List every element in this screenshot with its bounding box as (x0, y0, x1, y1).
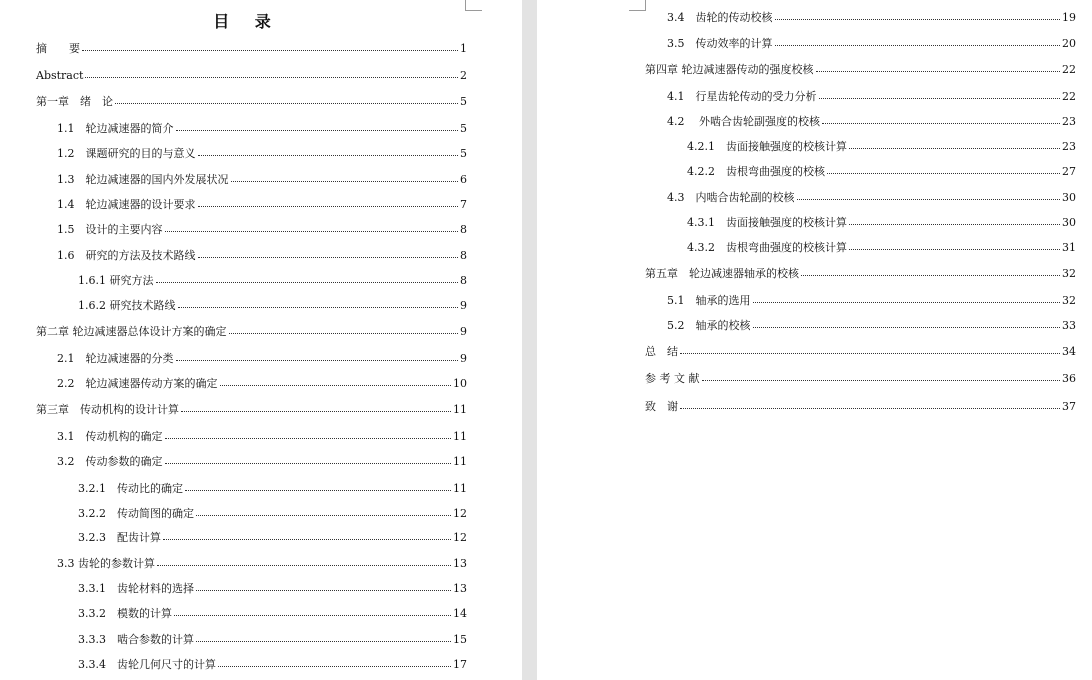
toc-page-number: 7 (460, 198, 467, 211)
toc-entry[interactable] (36, 41, 467, 56)
toc-entry[interactable] (645, 266, 1076, 281)
toc-page-number: 13 (453, 557, 467, 570)
toc-entry[interactable] (687, 215, 1076, 230)
dot-leader (181, 401, 451, 412)
document-page-left (0, 0, 522, 680)
toc-entry-title: 3.3 齿轮的参数计算 (57, 557, 155, 570)
toc-entry-title: 1.6.2 研究技术路线 (78, 299, 176, 312)
toc-page-number: 31 (1062, 241, 1076, 254)
toc-entry[interactable] (78, 606, 467, 621)
toc-entry[interactable] (57, 556, 467, 571)
toc-entry-title: 3.3.2 模数的计算 (78, 607, 172, 620)
toc-entry[interactable] (687, 240, 1076, 255)
dot-leader (797, 189, 1061, 200)
toc-entry-title: 5.1 轴承的选用 (667, 294, 751, 307)
toc-entry[interactable] (667, 318, 1076, 333)
dot-leader (822, 113, 1060, 124)
toc-entry-title: 1.6.1 研究方法 (78, 274, 154, 287)
toc-entry[interactable] (667, 114, 1076, 129)
dot-leader (115, 93, 458, 104)
toc-page-number: 17 (453, 658, 467, 671)
dot-leader (231, 171, 459, 182)
toc-page-number: 8 (460, 274, 467, 287)
toc-entry-title: 1.2 课题研究的目的与意义 (57, 147, 196, 160)
toc-entry-title: 4.2.1 齿面接触强度的校核计算 (687, 140, 847, 153)
toc-entry-title: 4.1 行星齿轮传动的受力分析 (667, 90, 817, 103)
toc-entry-title: 4.3 内啮合齿轮副的校核 (667, 191, 795, 204)
toc-page-number: 6 (460, 173, 467, 186)
toc-entry-title: 3.1 传动机构的确定 (57, 430, 163, 443)
dot-leader (163, 529, 451, 540)
toc-entry-title: Abstract (36, 69, 84, 82)
toc-entry[interactable] (78, 632, 467, 647)
toc-entry-title: 4.2.2 齿根弯曲强度的校核 (687, 165, 825, 178)
dot-leader (157, 555, 451, 566)
toc-entry-title: 3.2 传动参数的确定 (57, 455, 163, 468)
toc-entry[interactable] (78, 273, 467, 288)
toc-entry[interactable] (667, 293, 1076, 308)
dot-leader (229, 323, 459, 334)
dot-leader (165, 453, 452, 464)
toc-page-number: 2 (460, 69, 467, 82)
toc-entry[interactable] (645, 344, 1076, 359)
toc-entry[interactable] (57, 222, 467, 237)
dot-leader (165, 221, 459, 232)
toc-entry[interactable] (57, 376, 467, 391)
toc-entry[interactable] (57, 197, 467, 212)
toc-page-number: 23 (1062, 115, 1076, 128)
toc-page-number: 8 (460, 223, 467, 236)
dot-leader (185, 480, 451, 491)
toc-entry[interactable] (78, 657, 467, 672)
toc-entry[interactable] (57, 454, 467, 469)
toc-entry-title: 3.3.3 啮合参数的计算 (78, 633, 194, 646)
dot-leader (849, 239, 1060, 250)
toc-entry[interactable] (57, 248, 467, 263)
dot-leader (680, 398, 1060, 409)
toc-page-number: 20 (1062, 37, 1076, 50)
toc-page-number: 13 (453, 582, 467, 595)
toc-entry-title: 5.2 轴承的校核 (667, 319, 751, 332)
crop-mark (629, 0, 646, 11)
toc-entry-title: 2.1 轮边减速器的分类 (57, 352, 174, 365)
toc-page-number: 14 (453, 607, 467, 620)
toc-entry-title: 第二章 轮边减速器总体设计方案的确定 (36, 325, 227, 338)
dot-leader (801, 265, 1060, 276)
dot-leader (174, 605, 451, 616)
toc-entry-title: 3.2.2 传动简图的确定 (78, 507, 194, 520)
document-page-right (537, 0, 1092, 680)
toc-page-number: 33 (1062, 319, 1076, 332)
toc-page-number: 8 (460, 249, 467, 262)
toc-entry-title: 总 结 (645, 345, 678, 358)
toc-entry-title: 1.4 轮边减速器的设计要求 (57, 198, 196, 211)
dot-leader (775, 35, 1061, 46)
dot-leader (198, 145, 459, 156)
dot-leader (196, 505, 451, 516)
toc-page-number: 15 (453, 633, 467, 646)
toc-entry-title: 1.3 轮边减速器的国内外发展状况 (57, 173, 229, 186)
toc-entry[interactable] (78, 581, 467, 596)
toc-page-number: 9 (460, 299, 467, 312)
dot-leader (816, 61, 1061, 72)
toc-entry-title: 4.2 外啮合齿轮副强度的校核 (667, 115, 820, 128)
toc-page-number: 19 (1062, 11, 1076, 24)
toc-entry[interactable] (667, 10, 1076, 25)
toc-entry-title: 4.3.2 齿根弯曲强度的校核计算 (687, 241, 847, 254)
dot-leader (702, 370, 1061, 381)
toc-page-number: 11 (453, 403, 467, 416)
toc-entry-title: 1.5 设计的主要内容 (57, 223, 163, 236)
dot-leader (82, 40, 458, 51)
toc-entry-title: 参 考 文 献 (645, 372, 700, 385)
toc-entry-title: 3.3.4 齿轮几何尺寸的计算 (78, 658, 216, 671)
toc-entry[interactable] (36, 324, 467, 339)
toc-entry-title: 3.4 齿轮的传动校核 (667, 11, 773, 24)
toc-page-number: 23 (1062, 140, 1076, 153)
toc-page-number: 30 (1062, 216, 1076, 229)
toc-page-number: 10 (453, 377, 467, 390)
toc-entry[interactable] (667, 89, 1076, 104)
dot-leader (220, 375, 452, 386)
toc-entry[interactable] (36, 68, 467, 83)
toc-page-number: 9 (460, 325, 467, 338)
dot-leader (198, 196, 459, 207)
toc-entry[interactable] (36, 402, 467, 417)
toc-entry-title: 3.3.1 齿轮材料的选择 (78, 582, 194, 595)
toc-page-number: 32 (1062, 294, 1076, 307)
toc-entry-title: 1.6 研究的方法及技术路线 (57, 249, 196, 262)
toc-page-number: 36 (1062, 372, 1076, 385)
dot-leader (849, 214, 1060, 225)
dot-leader (218, 656, 451, 667)
toc-entry[interactable] (57, 121, 467, 136)
dot-leader (176, 120, 459, 131)
toc-page-number: 32 (1062, 267, 1076, 280)
toc-entry[interactable] (78, 298, 467, 313)
toc-page-number: 37 (1062, 400, 1076, 413)
toc-page-number: 9 (460, 352, 467, 365)
toc-page-number: 30 (1062, 191, 1076, 204)
toc-entry[interactable] (667, 190, 1076, 205)
toc-title: 目 录 (213, 12, 281, 31)
toc-entry[interactable] (645, 62, 1076, 77)
dot-leader (196, 631, 451, 642)
dot-leader (849, 138, 1060, 149)
toc-entry-title: 1.1 轮边减速器的简介 (57, 122, 174, 135)
toc-page-number: 11 (453, 430, 467, 443)
toc-page-number: 12 (453, 531, 467, 544)
toc-page-number: 5 (460, 95, 467, 108)
toc-entry[interactable] (57, 351, 467, 366)
toc-entry[interactable] (78, 506, 467, 521)
toc-entry-title: 致 谢 (645, 400, 678, 413)
dot-leader (753, 292, 1061, 303)
toc-page-number: 27 (1062, 165, 1076, 178)
toc-entry[interactable] (687, 164, 1076, 179)
toc-entry-title: 3.2.1 传动比的确定 (78, 482, 183, 495)
toc-entry[interactable] (57, 146, 467, 161)
toc-page-number: 34 (1062, 345, 1076, 358)
dot-leader (85, 67, 458, 78)
dot-leader (680, 343, 1060, 354)
toc-entry-title: 第一章 绪 论 (36, 95, 113, 108)
toc-entry-title: 第三章 传动机构的设计计算 (36, 403, 179, 416)
toc-entry-title: 3.5 传动效率的计算 (667, 37, 773, 50)
dot-leader (198, 247, 459, 258)
dot-leader (753, 317, 1061, 328)
dot-leader (178, 297, 459, 308)
dot-leader (827, 163, 1060, 174)
toc-entry-title: 第四章 轮边减速器传动的强度校核 (645, 63, 814, 76)
toc-entry[interactable] (645, 399, 1076, 414)
dot-leader (819, 88, 1061, 99)
dot-leader (156, 272, 459, 283)
toc-page-number: 22 (1062, 90, 1076, 103)
toc-entry[interactable] (57, 429, 467, 444)
dot-leader (196, 580, 451, 591)
toc-page-number: 12 (453, 507, 467, 520)
toc-entry-title: 第五章 轮边减速器轴承的校核 (645, 267, 799, 280)
toc-page-number: 5 (460, 147, 467, 160)
dot-leader (176, 350, 459, 361)
toc-entry[interactable] (645, 371, 1076, 386)
toc-page-number: 11 (453, 482, 467, 495)
dot-leader (165, 428, 452, 439)
toc-entry[interactable] (667, 36, 1076, 51)
toc-entry-title: 2.2 轮边减速器传动方案的确定 (57, 377, 218, 390)
toc-entry-title: 摘 要 (36, 42, 80, 55)
toc-page-number: 11 (453, 455, 467, 468)
toc-entry[interactable] (78, 530, 467, 545)
toc-entry[interactable] (78, 481, 467, 496)
toc-entry[interactable] (57, 172, 467, 187)
toc-entry-title: 4.3.1 齿面接触强度的校核计算 (687, 216, 847, 229)
toc-page-number: 1 (460, 42, 467, 55)
toc-entry-title: 3.2.3 配齿计算 (78, 531, 161, 544)
toc-entry[interactable] (36, 94, 467, 109)
toc-entry[interactable] (687, 139, 1076, 154)
toc-page-number: 5 (460, 122, 467, 135)
dot-leader (775, 9, 1061, 20)
toc-page-number: 22 (1062, 63, 1076, 76)
